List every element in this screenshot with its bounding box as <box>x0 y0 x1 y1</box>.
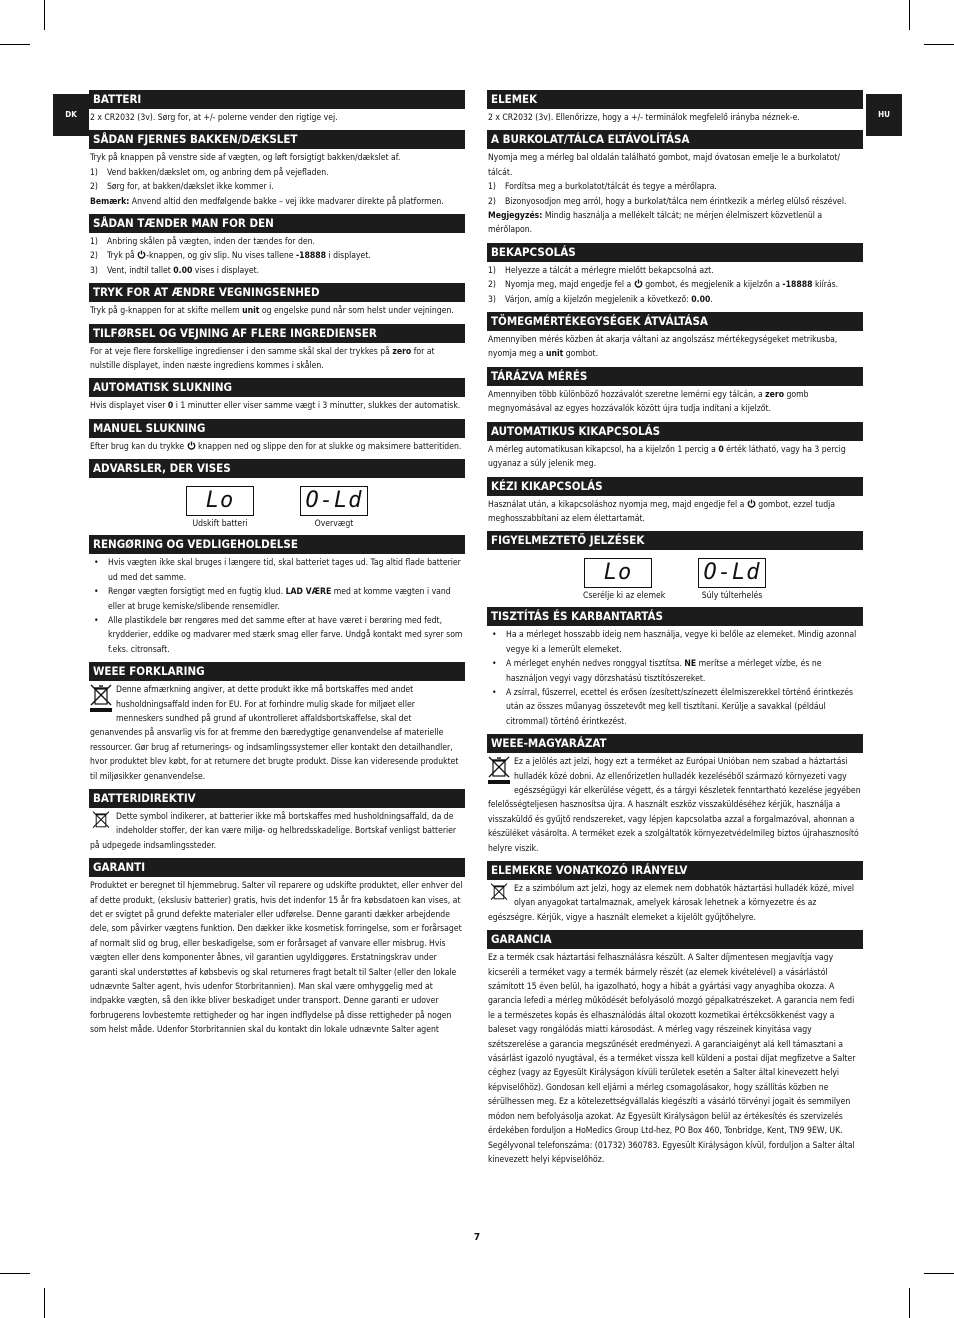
section-heading: TISZTÍTÁS ÉS KARBANTARTÁS <box>487 607 863 626</box>
section-heading: ELEMEKRE VONATKOZÓ IRÁNYELV <box>487 861 863 880</box>
section-heading: GARANTI <box>89 858 465 877</box>
step-item: 2) Bizonyosodjon meg arról, hogy a burkolat/tálca nem érintkezik a mérleg elülső részével. <box>488 196 847 207</box>
section-auto-off <box>89 378 465 413</box>
low-battery-display <box>185 486 255 529</box>
section-unit <box>89 283 465 318</box>
power-icon <box>634 279 643 288</box>
section-heading: TÁRÁZVA MÉRÉS <box>487 367 863 386</box>
section-battery <box>89 90 465 125</box>
section-heading: BEKAPCSOLÁS <box>487 243 863 262</box>
step-item: 2) Nyomja meg, majd engedje fel a gombot, és megjelenik a kijelzőn a -18888 kiírás. <box>488 280 839 291</box>
section-text: Ez a szimbólum azt jelzi, hogy az elemek nem dobhatók háztartási hulladék közé, mivel olyan anyagokat tartalmaznak, amelyek károsak lehetnek a környezetre és az egészségre. Kérjük, vigye a használt elemeket a kijelölt gyűjtőhelyre. <box>488 884 854 923</box>
section-text: Amennyiben mérés közben át akarja váltani az angolszász mértékegységeket metrikusba, nyomja meg a unit gombot. <box>488 335 838 360</box>
section-heading: RENGØRING OG VEDLIGEHOLDELSE <box>89 535 465 554</box>
section-text: 2 x CR2032 (3v). Ellenőrizze, hogy a +/- terminálok megfelelő irányba néznek-e. <box>488 113 800 123</box>
section-heading: SÅDAN TÆNDER MAN FOR DEN <box>89 214 465 233</box>
display-caption: Overvægt <box>314 519 354 530</box>
column-hu <box>487 90 863 1172</box>
section-heading: SÅDAN FJERNES BAKKEN/DÆKSLET <box>89 130 465 149</box>
language-tab-hu: HU <box>866 94 902 136</box>
section-care <box>487 607 863 729</box>
crop-mark <box>0 1273 30 1274</box>
list-item: • A zsírral, fűszerrel, ecettel és erősen ízesített/színezett élelmiszerekkel történő érintkezés után az összes műanyag összetevőt meg kell tisztítani. Kerülje a savakkal (például citrommal) történő érintkezést. <box>488 686 862 729</box>
section-warranty <box>89 858 465 1037</box>
crop-mark <box>44 0 45 30</box>
note-text: Bemærk: Anvend altid den medfølgende bakke – vej ikke madvarer direkte på platformen. <box>90 196 444 207</box>
section-heading: GARANCIA <box>487 930 863 949</box>
step-item: 3) Várjon, amíg a kijelzőn megjelenik a következő: 0.00. <box>488 294 713 305</box>
section-heading: AUTOMATISK SLUKNING <box>89 378 465 397</box>
display-caption: Udskift batteri <box>192 519 248 530</box>
lcd-readout: Lo <box>584 558 652 588</box>
language-tab-dk: DK <box>53 94 89 136</box>
power-icon <box>187 441 196 450</box>
section-switch-on <box>89 214 465 278</box>
section-battery-directive <box>487 861 863 925</box>
crop-mark <box>0 44 30 45</box>
lcd-readout: O-Ld <box>300 486 368 516</box>
section-heading: BATTERIDIREKTIV <box>89 789 465 808</box>
list-item: • A mérleget enyhén nedves ronggyal tisztítsa. NE merítse a mérleget vízbe, és ne használjon vegyi vagy dörzshatású tisztítószereket. <box>488 657 862 686</box>
section-heading: A BURKOLAT/TÁLCA ELTÁVOLÍTÁSA <box>487 130 863 149</box>
crop-mark <box>44 1288 45 1318</box>
section-manual-off <box>89 419 465 454</box>
section-heading: TÖMEGMÉRTÉKEGYSÉGEK ÁTVÁLTÁSA <box>487 312 863 331</box>
list-item: • Rengør vægten forsigtigt med en fugtig klud. LAD VÆRE med at komme vægten i vand eller at bruge kemiske/slibende rensemidler. <box>90 585 464 614</box>
section-battery-directive <box>89 789 465 853</box>
step-item: 1) Helyezze a tálcát a mérlegre mielőtt bekapcsolná azt. <box>488 265 714 276</box>
step-item: 1) Fordítsa meg a burkolatot/tálcát és tegye a mérőlapra. <box>488 182 717 193</box>
section-text: Használat után, a kikapcsoláshoz nyomja meg, majd engedje fel a gombot, ezzel tudja meghosszabbítani az elem élettartamát. <box>488 499 835 524</box>
step-item: 1) Vend bakken/dækslet om, og anbring dem på vejefladen. <box>90 167 329 178</box>
section-text: Denne afmærkning angiver, at dette produkt ikke må bortskaffes med andet husholdningsaffald inden for EU. For at forhindre mulig skade for miljøet eller menneskers sundhed på grund af ukontrolleret affaldsbortskaffelse, skal det genanvendes på ansvarlig vis for at fremme den bæredygtige genanvendelse af materielle ressourcer. Gør brug af returnerings- og indsamlingssystemer eller kontakt den detailhandler, hvor produktet blev købt, for at returnere det brugte produkt. Disse kan videresende produktet til miljøsikker genanvendelse. <box>90 685 459 782</box>
section-weee <box>89 662 465 784</box>
page-number: 7 <box>473 1232 481 1243</box>
section-heading: AUTOMATIKUS KIKAPCSOLÁS <box>487 422 863 441</box>
crop-mark <box>924 1273 954 1274</box>
crossed-bin-icon <box>89 683 113 713</box>
section-unit <box>487 312 863 362</box>
section-heading: TRYK FOR AT ÆNDRE VEGNINGSENHED <box>89 283 465 302</box>
section-auto-off <box>487 422 863 472</box>
section-text: Amennyiben több különböző hozzávalót szeretne lemérni egy tálcán, a zero gomb megnyomásával az egyes hozzávalók között újra tudja indítani a kijelzőt. <box>488 389 809 415</box>
section-text: 2 x CR2032 (3v). Sørg for, at +/- polerne vender den rigtige vej. <box>90 113 338 123</box>
display-caption: Súly túlterhelés <box>701 591 763 602</box>
section-warnings <box>89 459 465 530</box>
section-add-weigh <box>89 324 465 374</box>
crossed-bin-icon <box>89 810 113 834</box>
step-item: 1) Anbring skålen på vægten, inden der tændes for den. <box>90 237 315 248</box>
section-text: Ez a termék csak háztartási felhasználásra készült. A Salter díjmentesen megjavítja vagy kicseréli a terméket vagy a termék bármely részét (az elemek kivételével) a vásárlástól számított 15 éven belül, ha igazolható, hogy a hibát a gyártási vagy anyaghiba okozza. A garancia lefedi a mérleg működését befolyásoló mozgó gépalkatrészeket. A garancia nem fedi le a természetes kopás és elhasználódás által okozott kozmetikai értékcsökkenést vagy a baleset vagy rongálódás miatti károsodást. A mérleg vagy részeinek kinyitása vagy szétszerelése a garancia megszűnését eredményezi. A garanciaigényt alá kell támasztani a vásárlást igazoló nyugtával, és a terméket vissza kell küldeni a postai díjat megfizetve a Salter céghez (vagy az Egyesült Királyságon kívüli területek esetén a Salter által kinevezett helyi képviselőhöz). Gondosan kell eljárni a mérleg csomagolásakor, hogy szállítás közben ne sérülhessen meg. Ez a kötelezettségvállalás kiegészíti a vásárló törvényi jogait és semmilyen módon nem befolyásolja azokat. Az Egyesült Királyságon belül az értékesítés és szervizelés érdekében forduljon a HoMedics Group Ltd-hez, PO Box 460, Tonbridge, Kent, TN9 9EW, UK. Segélyvonal telefonszáma: (01732) 360783. Egyesült Királyságon kívül, forduljon a Salter által kinevezett helyi képviselőhöz. <box>488 953 856 1165</box>
section-add-weigh <box>487 367 863 417</box>
step-item: 2) Sørg for, at bakken/dækslet ikke kommer i. <box>90 182 274 193</box>
lcd-readout: O-Ld <box>698 558 766 588</box>
lcd-readout: Lo <box>186 486 254 516</box>
step-item: 3) Vent, indtil tallet 0.00 vises i displayet. <box>90 265 260 276</box>
section-heading: ADVARSLER, DER VISES <box>89 459 465 478</box>
section-remove-tray <box>89 130 465 209</box>
section-text: A mérleg automatikusan kikapcsol, ha a kijelzőn 1 percig a 0 érték látható, vagy ha 3 percig ugyanaz a súly jelenik meg. <box>488 444 846 470</box>
section-text: Tryk på g-knappen for at skifte mellem unit og engelske pund når som helst under vejningen. <box>90 306 454 317</box>
note-text: Megjegyzés: Mindig használja a mellékelt tálcát; ne mérjen élelmiszert közvetlenül a mérőlapon. <box>488 211 823 236</box>
section-weee <box>487 734 863 856</box>
section-heading: BATTERI <box>89 90 465 109</box>
section-heading: WEEE FORKLARING <box>89 662 465 681</box>
section-manual-off <box>487 477 863 527</box>
section-heading: FIGYELMEZTETŐ JELZÉSEK <box>487 531 863 550</box>
overload-display <box>697 558 767 601</box>
section-heading: WEEE-MAGYARÁZAT <box>487 734 863 753</box>
section-heading: MANUEL SLUKNING <box>89 419 465 438</box>
section-care <box>89 535 465 657</box>
crossed-bin-icon <box>487 882 511 906</box>
column-dk <box>89 90 465 1043</box>
low-battery-display <box>583 558 666 602</box>
list-item: • Alle plastikdele bør rengøres med det samme efter at have været i berøring med fedt, krydderier, eddike og madvarer med stærk smag eller farve. Undgå kontakt med syrer som f.eks. citronsaft. <box>90 614 464 657</box>
section-battery <box>487 90 863 125</box>
display-caption: Cserélje ki az elemek <box>583 591 666 602</box>
section-heading: ELEMEK <box>487 90 863 109</box>
section-warnings <box>487 531 863 602</box>
section-heading: TILFØRSEL OG VEJNING AF FLERE INGREDIENSER <box>89 324 465 343</box>
section-heading: KÉZI KIKAPCSOLÁS <box>487 477 863 496</box>
crossed-bin-icon <box>487 755 511 785</box>
section-switch-on <box>487 243 863 307</box>
list-item: • Ha a mérleget hosszabb ideig nem használja, vegye ki belőle az elemeket. Mindig azonnal vegye ki a lemerült elemeket. <box>488 628 862 657</box>
section-text: Produktet er beregnet til hjemmebrug. Salter vil reparere og udskifte produktet, eller enhver del af dette produkt, (ekslusiv batterier) gratis, hvis det indenfor 15 år fra købsdatoen kan vises, at det er svigtet på grund defekte materialer eller udførelse. Denne garanti dækker arbejdende dele, som påvirker vægtens funktion. Den dækker ikke kosmetisk forringelse, som er forårsaget af normalt slid og brug, eller beskadigelse, som er forårsaget af vanvare eller misbrug. Hvis vægten eller dens komponenter åbnes, vil garantien ugyldiggøres. Erstatningskrav under garanti skal understøttes af købsbevis og skal returneres fragt betalt til Salter (eller den lokale udnævnte Salter agent, hvis udenfor Storbritannien). Man skal være omhyggelig med at indpakke vægten, så den ikke bliver beskadiget under transport. Denne garanti er udover forbrugerens lovbestemte rettigheder og har ingen indflydelse på disse rettigheder på nogen som helst måde. Udenfor Storbritannien skal du kontakt din lokale udnævnte Salter agent <box>90 881 463 1036</box>
power-icon <box>137 250 146 259</box>
section-text: For at veje flere forskellige ingredienser i den samme skål skal der trykkes på zero for at nulstille displayet, inden næste ingrediens kommes i skålen. <box>90 346 435 372</box>
section-text: Dette symbol indikerer, at batterier ikke må bortskaffes med husholdningsaffald, da de indeholder stoffer, der kan være miljø- og helbredsskadelige. Bortskaf venligst batterier på udpegede indsamlingssteder. <box>90 811 457 851</box>
list-item: • Hvis vægten ikke skal bruges i længere tid, skal batteriet tages ud. Tag altid flade batterier ud med det samme. <box>90 556 464 585</box>
section-warranty <box>487 930 863 1167</box>
section-text: Ez a jelölés azt jelzi, hogy ezt a terméket az Európai Unióban nem szabad a háztartási hulladék közé dobni. Az ellenőrizetlen hulladék kezeléséből származó környezeti vagy egészségügyi kár elkerülése végett, és a tárgyi készletek fenntartható kezelése jegyében felelősségteljesen hasznosítsa újra. A használt eszköz visszaküldéséhez kérjük, használja a visszaküldő és gyűjtő rendszereket, vagy lépjen kapcsolatba azzal a forgalmazóval, ahonnan a készüléket vásárolta. A terméket ezek a szolgáltatók környezetvédelmileg biztos újrahasznosító helyre viszik. <box>488 757 861 854</box>
crop-mark <box>909 1288 910 1318</box>
step-item: 2) Tryk på -knappen, og giv slip. Nu vises tallene -18888 i displayet. <box>90 251 371 262</box>
power-icon <box>747 499 756 508</box>
section-text: Tryk på knappen på venstre side af vægten, og løft forsigtigt bakken/dækslet af. <box>90 153 401 164</box>
overload-display <box>299 486 369 529</box>
section-text: Efter brug kan du trykke knappen ned og slippe den for at slukke og maksimere batteritiden. <box>90 441 462 452</box>
section-remove-tray <box>487 130 863 237</box>
section-text: Hvis displayet viser 0 i 1 minutter eller viser samme vægt i 3 minutter, slukkes der automatisk. <box>90 401 461 412</box>
crop-mark <box>924 44 954 45</box>
section-text: Nyomja meg a mérleg bal oldalán található gombot, majd óvatosan emelje le a burkolatot/ tálcát. <box>488 153 840 178</box>
crop-mark <box>909 0 910 30</box>
